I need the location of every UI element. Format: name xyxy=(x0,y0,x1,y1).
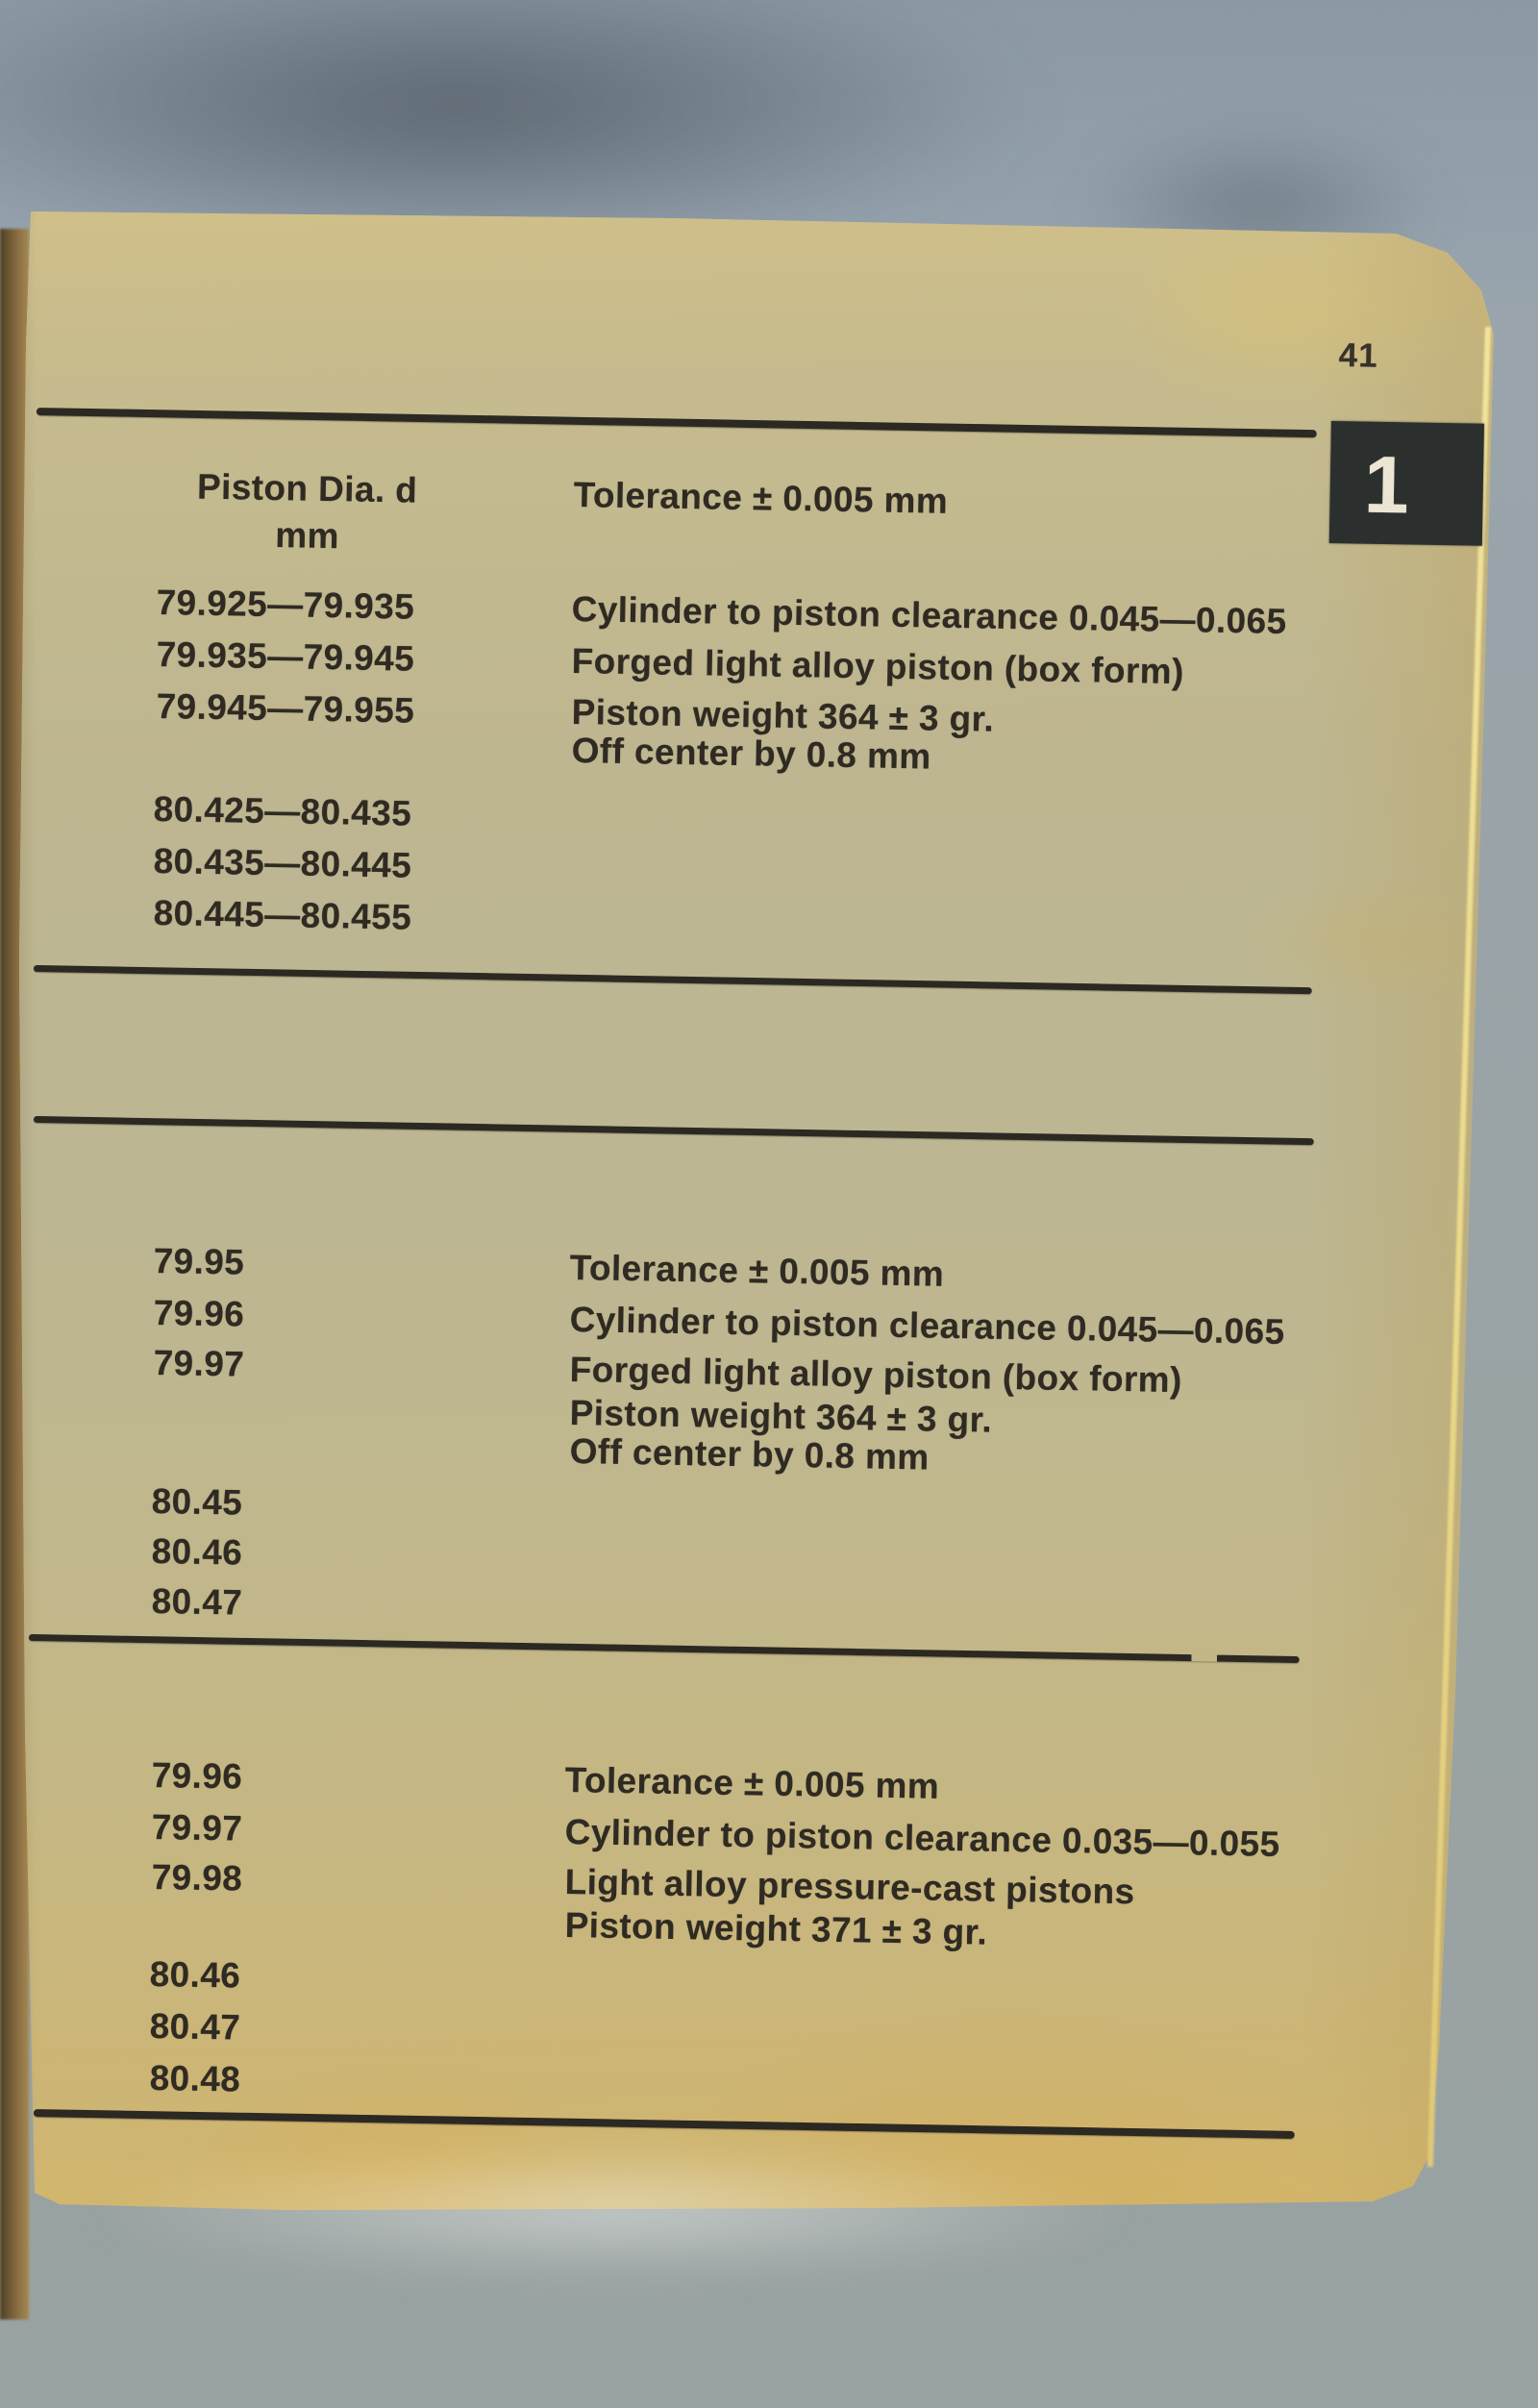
diameter-range: 79.945—79.955 xyxy=(156,686,415,731)
spec-note: Cylinder to piston clearance 0.035—0.055 xyxy=(564,1812,1280,1864)
header-tolerance: Tolerance ± 0.005 mm xyxy=(573,475,949,521)
header-piston-dia-unit: mm xyxy=(274,515,340,557)
diameter-value: 79.97 xyxy=(153,1343,245,1384)
diameter-value: 79.96 xyxy=(151,1755,243,1797)
diameter-range: 79.935—79.945 xyxy=(156,634,415,679)
section-tab xyxy=(1329,421,1484,546)
spec-note: Off center by 0.8 mm xyxy=(571,731,931,777)
spec-note: Tolerance ± 0.005 mm xyxy=(569,1248,945,1294)
diameter-value: 79.96 xyxy=(153,1293,245,1334)
spec-note: Cylinder to piston clearance 0.045—0.065 xyxy=(571,589,1287,641)
spec-note: Forged light alloy piston (box form) xyxy=(571,641,1185,692)
rule-4 xyxy=(29,1634,1300,1663)
diameter-range: 80.435—80.445 xyxy=(153,841,412,885)
diameter-range: 80.425—80.435 xyxy=(153,789,412,833)
spec-note: Tolerance ± 0.005 mm xyxy=(564,1760,940,1806)
spec-note: Piston weight 364 ± 3 gr. xyxy=(571,692,995,739)
spec-note: Off center by 0.8 mm xyxy=(569,1431,930,1477)
diameter-value: 80.48 xyxy=(149,2058,241,2099)
spec-note: Piston weight 364 ± 3 gr. xyxy=(569,1393,993,1440)
rule-3 xyxy=(34,1116,1314,1145)
rule-top xyxy=(37,408,1317,437)
diameter-value: 80.47 xyxy=(149,2006,241,2048)
spec-note: Cylinder to piston clearance 0.045—0.065 xyxy=(569,1300,1285,1352)
diameter-value: 79.97 xyxy=(151,1807,243,1849)
rule-2 xyxy=(34,965,1312,994)
page-number: 41 xyxy=(1338,336,1378,375)
diameter-value: 80.46 xyxy=(149,1954,241,1996)
spec-note: Light alloy pressure-cast pistons xyxy=(564,1862,1135,1912)
diameter-value: 80.46 xyxy=(151,1531,243,1573)
diameter-value: 79.95 xyxy=(153,1241,245,1282)
diameter-value: 80.47 xyxy=(151,1581,243,1623)
rule-bottom xyxy=(34,2109,1295,2139)
header-piston-dia: Piston Dia. d xyxy=(196,466,418,510)
diameter-range: 79.925—79.935 xyxy=(156,583,415,627)
section-tab-number: 1 xyxy=(1363,438,1410,531)
spec-note: Piston weight 371 ± 3 gr. xyxy=(564,1905,988,1952)
diameter-value: 80.45 xyxy=(151,1481,243,1523)
diameter-value: 79.98 xyxy=(151,1857,243,1899)
diameter-range: 80.445—80.455 xyxy=(153,893,412,937)
spec-note: Forged light alloy piston (box form) xyxy=(569,1350,1183,1401)
